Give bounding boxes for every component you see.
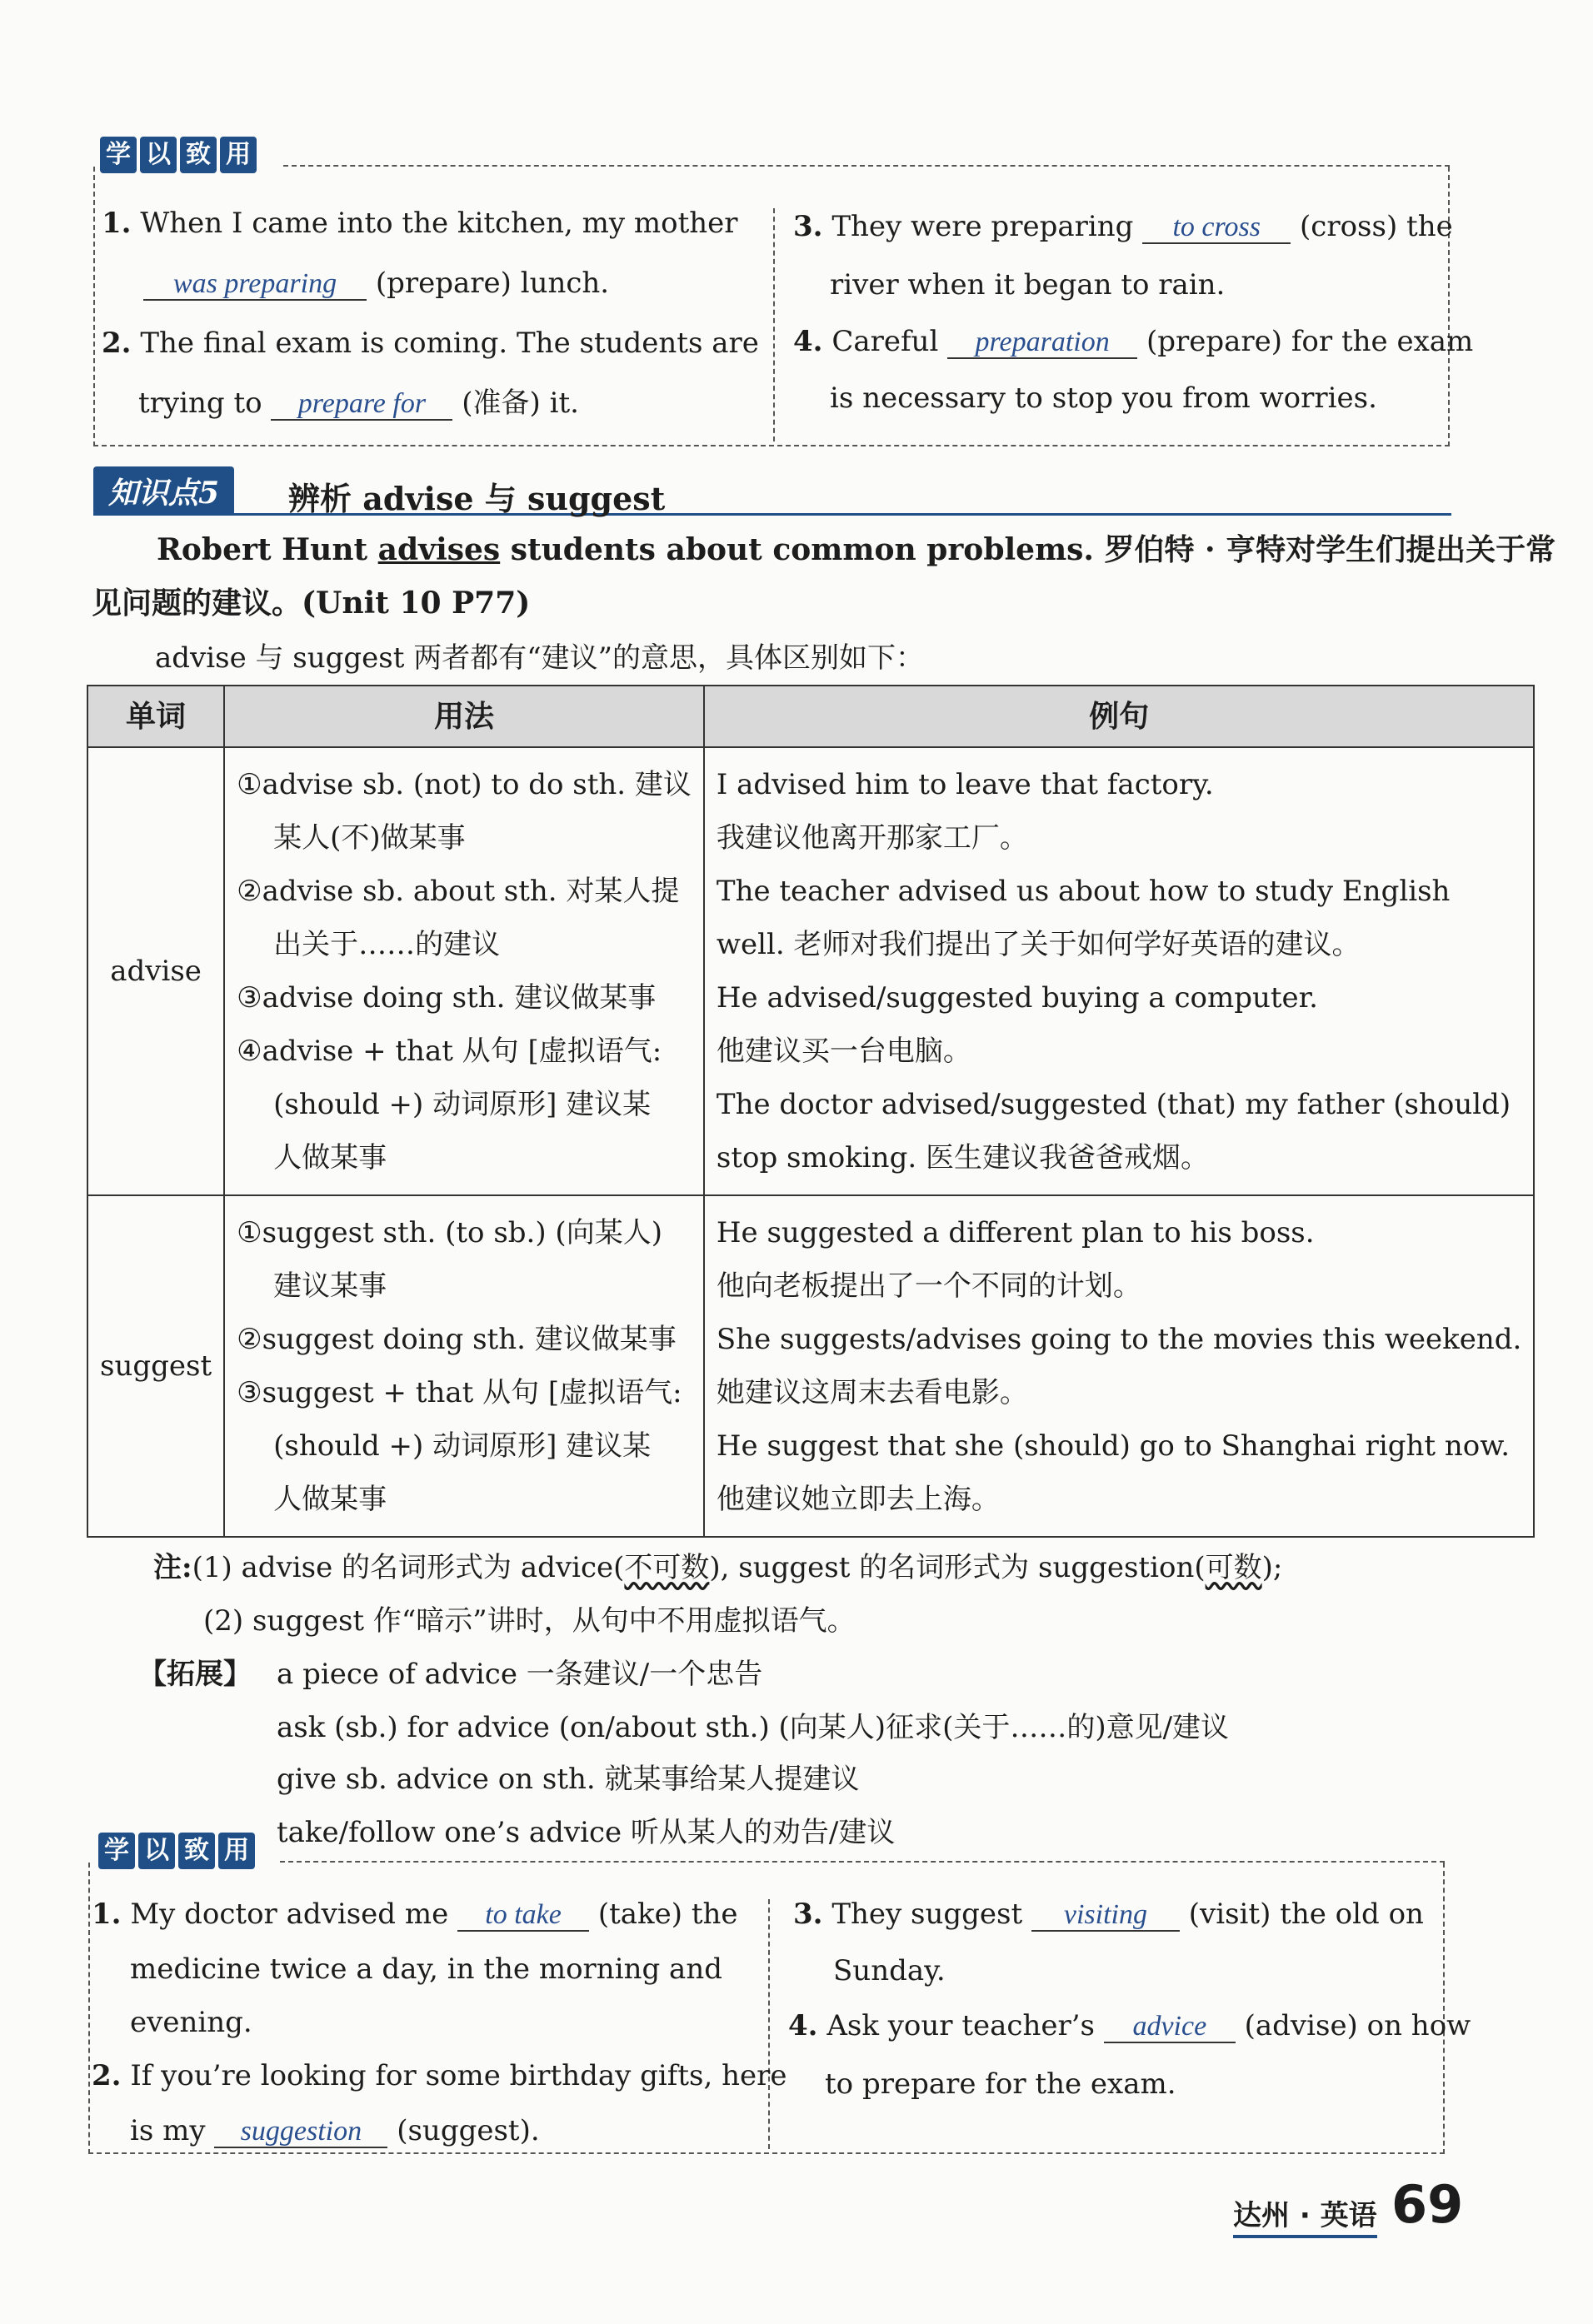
note-line-2: (2) suggest 作“暗示”讲时，从句中不用虚拟语气。 <box>203 1604 856 1638</box>
badge-char: 学 <box>98 1833 135 1869</box>
footer-book-title: 达州 · 英语 <box>1233 2192 1377 2238</box>
text: ); <box>1261 1551 1283 1584</box>
expand-line: ask (sb.) for advice (on/about sth.) (向某人)征求(关于……的)意见/建议 <box>277 1711 1230 1744</box>
q-text: (take) the <box>597 1898 738 1931</box>
example-line: well. 老师对我们提出了关于如何学好英语的建议。 <box>716 928 1361 961</box>
example-line: stop smoking. 医生建议我爸爸戒烟。 <box>716 1141 1209 1174</box>
question-4-line2 <box>830 383 1377 413</box>
q-num: 4. <box>788 2009 818 2042</box>
badge-char: 致 <box>178 1833 215 1869</box>
table-header-row <box>87 686 1534 747</box>
usage-line: 建议某事 <box>273 1269 387 1303</box>
example-line: The doctor advised/suggested (that) my father (should) <box>716 1088 1511 1121</box>
q-text: is necessary to stop you from worries. <box>830 382 1377 415</box>
header-word: 单词 <box>87 686 224 747</box>
question-1 <box>102 208 738 238</box>
emphasis: 不可数 <box>624 1551 710 1584</box>
example-cell <box>704 747 1534 1195</box>
expand-line: give sb. advice on sth. 就某事给某人提建议 <box>277 1763 860 1796</box>
question-4-line2 <box>825 2069 1176 2099</box>
q-text: (cross) the <box>1300 210 1453 243</box>
q-text: If you’re looking for some birthday gifts, here <box>130 2059 787 2092</box>
knowledge-point-header <box>93 466 1451 516</box>
answer-blank[interactable]: to take <box>457 1900 589 1932</box>
q-num: 3. <box>793 210 823 243</box>
badge-char: 学 <box>100 137 137 173</box>
usage-line: ①suggest sth. (to sb.) (向某人) <box>237 1216 662 1249</box>
usage-line: ①advise sb. (not) to do sth. 建议 <box>237 768 692 801</box>
example-line: He suggested a different plan to his boss. <box>716 1216 1315 1249</box>
comparison-table <box>87 685 1535 1538</box>
q-text: to prepare for the exam. <box>825 2067 1176 2101</box>
answer-blank[interactable]: advice <box>1104 2012 1236 2043</box>
q-text: river when it began to rain. <box>830 268 1226 302</box>
q-num: 3. <box>793 1898 823 1931</box>
usage-line: ③suggest + that 从句 [虚拟语气: <box>237 1376 682 1409</box>
question-4 <box>793 327 1473 359</box>
note-label: 注: <box>153 1551 192 1584</box>
example-line: 他向老板提出了一个不同的计划。 <box>716 1269 1141 1303</box>
usage-line: 人做某事 <box>273 1141 387 1174</box>
expand-line: a piece of advice 一条建议/一个忠告 <box>277 1658 763 1691</box>
question-3 <box>793 1899 1424 1932</box>
text: 见问题的建议。 <box>92 586 302 621</box>
question-3 <box>793 212 1453 244</box>
usage-line: ②advise sb. about sth. 对某人提 <box>237 875 680 908</box>
table-row <box>87 747 1534 1195</box>
q-text: trying to <box>138 387 262 420</box>
text: Robert Hunt <box>157 532 378 567</box>
question-1-line2 <box>130 1954 722 1984</box>
example-line: The teacher advised us about how to study English <box>716 875 1451 908</box>
example-line: She suggests/advises going to the movies this weekend. <box>716 1323 1522 1356</box>
table-row <box>87 1195 1534 1537</box>
practice-box-2-divider <box>768 1899 770 2149</box>
knowledge-point-badge: 知识点5 <box>93 466 234 516</box>
example-line: He suggest that she (should) go to Shanghai right now. <box>716 1429 1511 1463</box>
q-text: (prepare) for the exam <box>1146 325 1474 358</box>
question-3-line2 <box>830 270 1225 300</box>
question-1-line3 <box>130 2007 252 2037</box>
example-sentence-line2 <box>92 580 530 622</box>
q-text: Ask your teacher’s <box>826 2009 1095 2042</box>
question-3-line2 <box>833 1956 946 1986</box>
usage-cell <box>224 1195 704 1537</box>
example-sentence <box>157 526 1556 569</box>
question-4 <box>788 2011 1471 2043</box>
q-text: (suggest). <box>397 2114 540 2147</box>
example-line: He advised/suggested buying a computer. <box>716 981 1318 1015</box>
q-text: Careful <box>831 325 939 358</box>
question-2 <box>102 328 759 358</box>
usage-line: ②suggest doing sth. 建议做某事 <box>237 1323 677 1356</box>
q-num: 2. <box>92 2059 122 2092</box>
intro-text: advise 与 suggest 两者都有“建议”的意思，具体区别如下： <box>155 641 924 675</box>
word-cell: advise <box>87 747 224 1195</box>
source: (Unit 10 P77) <box>302 586 531 621</box>
q-text: evening. <box>130 2006 252 2039</box>
question-1 <box>92 1899 738 1932</box>
badge-char: 用 <box>218 1833 255 1869</box>
q-text: When I came into the kitchen, my mother <box>140 207 738 240</box>
badge-char: 以 <box>140 137 177 173</box>
example-cell <box>704 1195 1534 1537</box>
question-2-line2 <box>130 2116 540 2148</box>
question-2-line2 <box>138 388 579 421</box>
q-num: 4. <box>793 325 823 358</box>
keyword: advises <box>377 532 501 567</box>
example-line: 他建议买一台电脑。 <box>716 1035 971 1068</box>
q-text: (advise) on how <box>1244 2009 1471 2042</box>
q-num: 1. <box>92 1898 122 1931</box>
answer-blank[interactable]: prepare for <box>271 389 452 421</box>
usage-line: (should +) 动词原形] 建议某 <box>273 1088 652 1121</box>
badge-char: 以 <box>138 1833 175 1869</box>
answer-blank[interactable]: to cross <box>1142 212 1291 244</box>
q-num: 2. <box>102 327 132 360</box>
usage-line: (should +) 动词原形] 建议某 <box>273 1429 652 1463</box>
q-text: Sunday. <box>833 1954 946 1987</box>
q-text: (准备) it. <box>462 387 579 420</box>
usage-line: ③advise doing sth. 建议做某事 <box>237 981 657 1015</box>
example-line: 我建议他离开那家工厂。 <box>716 821 1028 855</box>
answer-blank[interactable]: suggestion <box>214 2117 387 2148</box>
usage-line: 某人(不)做某事 <box>273 821 466 855</box>
example-line: I advised him to leave that factory. <box>716 768 1214 801</box>
q-text: (visit) the old on <box>1188 1898 1424 1931</box>
q-text: My doctor advised me <box>130 1898 449 1931</box>
question-1-line2 <box>143 268 609 301</box>
text: students about common problems. 罗伯特 · 亨特对学生们提出关于常 <box>500 532 1556 567</box>
header-usage: 用法 <box>224 686 704 747</box>
practice-box-1-top <box>283 165 1450 167</box>
q-text: medicine twice a day, in the morning and <box>130 1952 722 1986</box>
q-text: They were preparing <box>831 210 1134 243</box>
expand-line: take/follow one’s advice 听从某人的劝告/建议 <box>277 1816 896 1849</box>
q-text: They suggest <box>831 1898 1023 1931</box>
example-line: 她建议这周末去看电影。 <box>716 1376 1028 1409</box>
q-text: is my <box>130 2114 206 2147</box>
header-example: 例句 <box>704 686 1534 747</box>
q-num: 1. <box>102 207 132 240</box>
usage-line: ④advise + that 从句 [虚拟语气: <box>237 1035 662 1068</box>
practice-box-1-divider <box>773 208 775 441</box>
badge-char: 致 <box>180 137 217 173</box>
example-line: 他建议她立即去上海。 <box>716 1483 1000 1516</box>
q-text: The final exam is coming. The students are <box>140 327 759 360</box>
expand-label: 【拓展】 <box>138 1658 252 1691</box>
practice-box-2-top <box>280 1861 1445 1863</box>
q-text: (prepare) lunch. <box>375 267 610 300</box>
text: ), suggest 的名词形式为 suggestion( <box>709 1551 1206 1584</box>
badge-char: 用 <box>220 137 257 173</box>
emphasis: 可数 <box>1205 1551 1262 1584</box>
usage-line: 出关于……的建议 <box>273 928 501 961</box>
page-number: 69 <box>1391 2174 1464 2235</box>
knowledge-point-title: 辨析 advise 与 suggest <box>288 480 666 517</box>
note-line-1 <box>153 1544 1282 1585</box>
answer-blank[interactable]: preparation <box>947 327 1137 359</box>
text: (1) advise 的名词形式为 advice( <box>192 1551 625 1584</box>
usage-line: 人做某事 <box>273 1483 387 1516</box>
word-cell: suggest <box>87 1195 224 1537</box>
answer-blank[interactable]: visiting <box>1031 1900 1180 1932</box>
usage-cell <box>224 747 704 1195</box>
question-2 <box>92 2061 787 2091</box>
answer-blank[interactable]: was preparing <box>143 269 367 301</box>
